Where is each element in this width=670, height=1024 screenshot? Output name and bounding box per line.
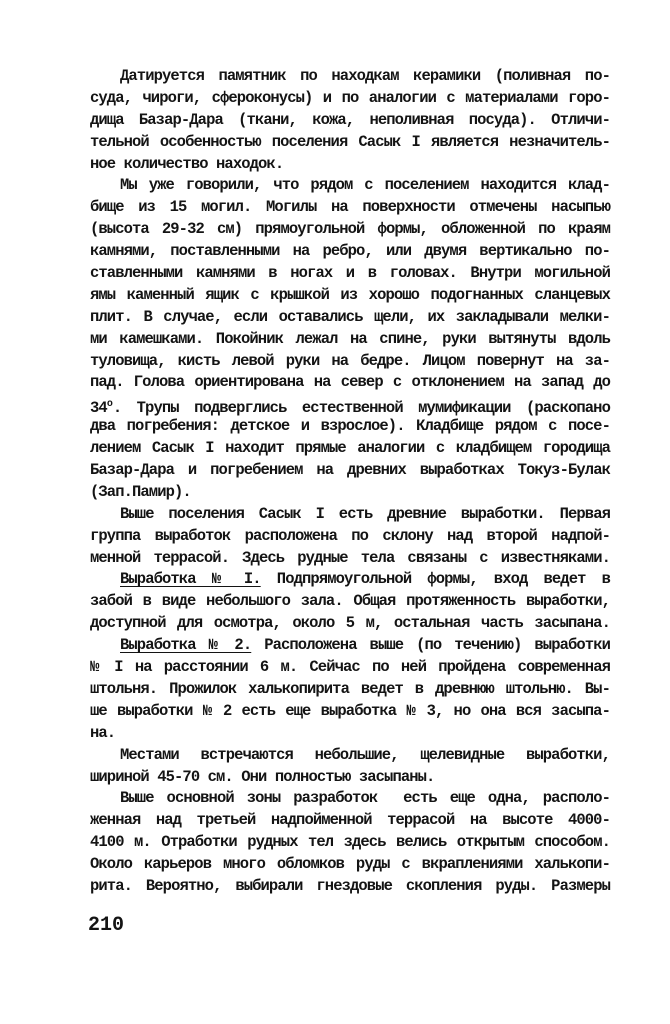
text-line: № I на расстоянии 6 м. Сейчас по ней пройдена современная	[90, 658, 610, 677]
text-line: 4100 м. Отработки рудных тел здесь велись открытым способом.	[90, 833, 610, 852]
text-line	[90, 635, 610, 657]
text-segment: Подпрямоугольной формы, вход ведет в	[260, 570, 611, 589]
text-line: ми камешками. Покойник лежал на спине, руки вытянуты вдоль	[90, 329, 610, 348]
text-line: ставленными камнями в ногах и в головах. Внутри могильной	[90, 264, 610, 283]
text-line: два погребения: детское и взрослое). Кладбище рядом с посе-	[90, 417, 610, 436]
section-heading: Выработка № I.	[120, 570, 261, 589]
degree-sign: о	[106, 399, 113, 411]
text-line: менной террасой. Здесь рудные тела связаны с известняками.	[90, 548, 610, 567]
text-line: плит. В случае, если оставались щели, их закладывали мелки-	[90, 307, 610, 326]
text-line: (высота 29-32 см) прямоугольной формы, обложенной по краям	[90, 220, 610, 239]
text-line: тельной особенностью поселения Сасык I является незначитель-	[90, 132, 610, 151]
text-line: пад. Голова ориентирована на север с отклонением на запад до	[90, 373, 610, 392]
page-number: 210	[88, 914, 125, 937]
text-line: Местами встречаются небольшие, щелевидные выработки,	[120, 745, 610, 764]
text-line: доступной для осмотра, около 5 м, остальная часть засыпана.	[90, 614, 610, 633]
text-line: женная над третьей надпойменной террасой на высоте 4000-	[90, 811, 610, 830]
text-line: на.	[90, 723, 116, 742]
text-line: Около карьеров много обломков руды с вкраплениями халькопи-	[90, 855, 610, 874]
degree-value: 34	[90, 399, 107, 418]
text-line	[90, 394, 610, 416]
text-line: Выше поселения Сасык I есть древние выработки. Первая	[120, 504, 610, 523]
text-line: лением Сасык I находит прямые аналогии с кладбищем городища	[90, 439, 610, 458]
text-segment: . Трупы подверглись естественной мумификации (раскопано	[112, 399, 610, 418]
text-line: суда, чироги, сфероконусы) и по аналогии с материалами горо-	[90, 88, 610, 107]
text-line: Выше основной зоны разработок есть еще одна, располо-	[120, 789, 610, 808]
text-line: дища Базар-Дара (ткани, кожа, неполивная посуда). Отличи-	[90, 110, 610, 129]
text-line: ямы каменный ящик с крышкой из хорошо подогнанных сланцевых	[90, 285, 610, 304]
text-line: (Зап.Памир).	[90, 482, 191, 501]
text-line: бище из 15 могил. Могилы на поверхности отмечены насыпью	[90, 198, 610, 217]
text-line: туловища, кисть левой руки на бедре. Лицом повернут на за-	[90, 351, 610, 370]
text-line: рита. Вероятно, выбирали гнездовые скопления руды. Размеры	[90, 876, 610, 895]
text-line: ше выработки № 2 есть еще выработка № 3, но она вся засыпа-	[90, 701, 610, 720]
body-text	[90, 66, 610, 898]
text-line: Мы уже говорили, что рядом с поселением находится клад-	[120, 176, 610, 195]
text-line: шириной 45-70 см. Они полностью засыпаны.	[90, 767, 435, 786]
text-segment: Расположена выше (по течению) выработки	[251, 636, 611, 655]
text-line: ное количество находок.	[90, 154, 284, 173]
text-line: Датируется памятник по находкам керамики (поливная по-	[120, 67, 610, 85]
text-line: Базар-Дара и погребением на древних выработках Токуз-Булак	[90, 461, 610, 480]
text-line: группа выработок расположена по склону над второй надпой-	[90, 526, 610, 545]
text-line: штольня. Прожилок халькопирита ведет в древнюю штольню. Вы-	[90, 679, 610, 698]
text-line: камнями, поставленными на ребро, или двумя вертикально по-	[90, 242, 610, 261]
text-line: забой в виде небольшого зала. Общая протяженность выработки,	[90, 592, 610, 611]
section-heading: Выработка № 2.	[120, 636, 252, 655]
text-line	[90, 569, 610, 591]
